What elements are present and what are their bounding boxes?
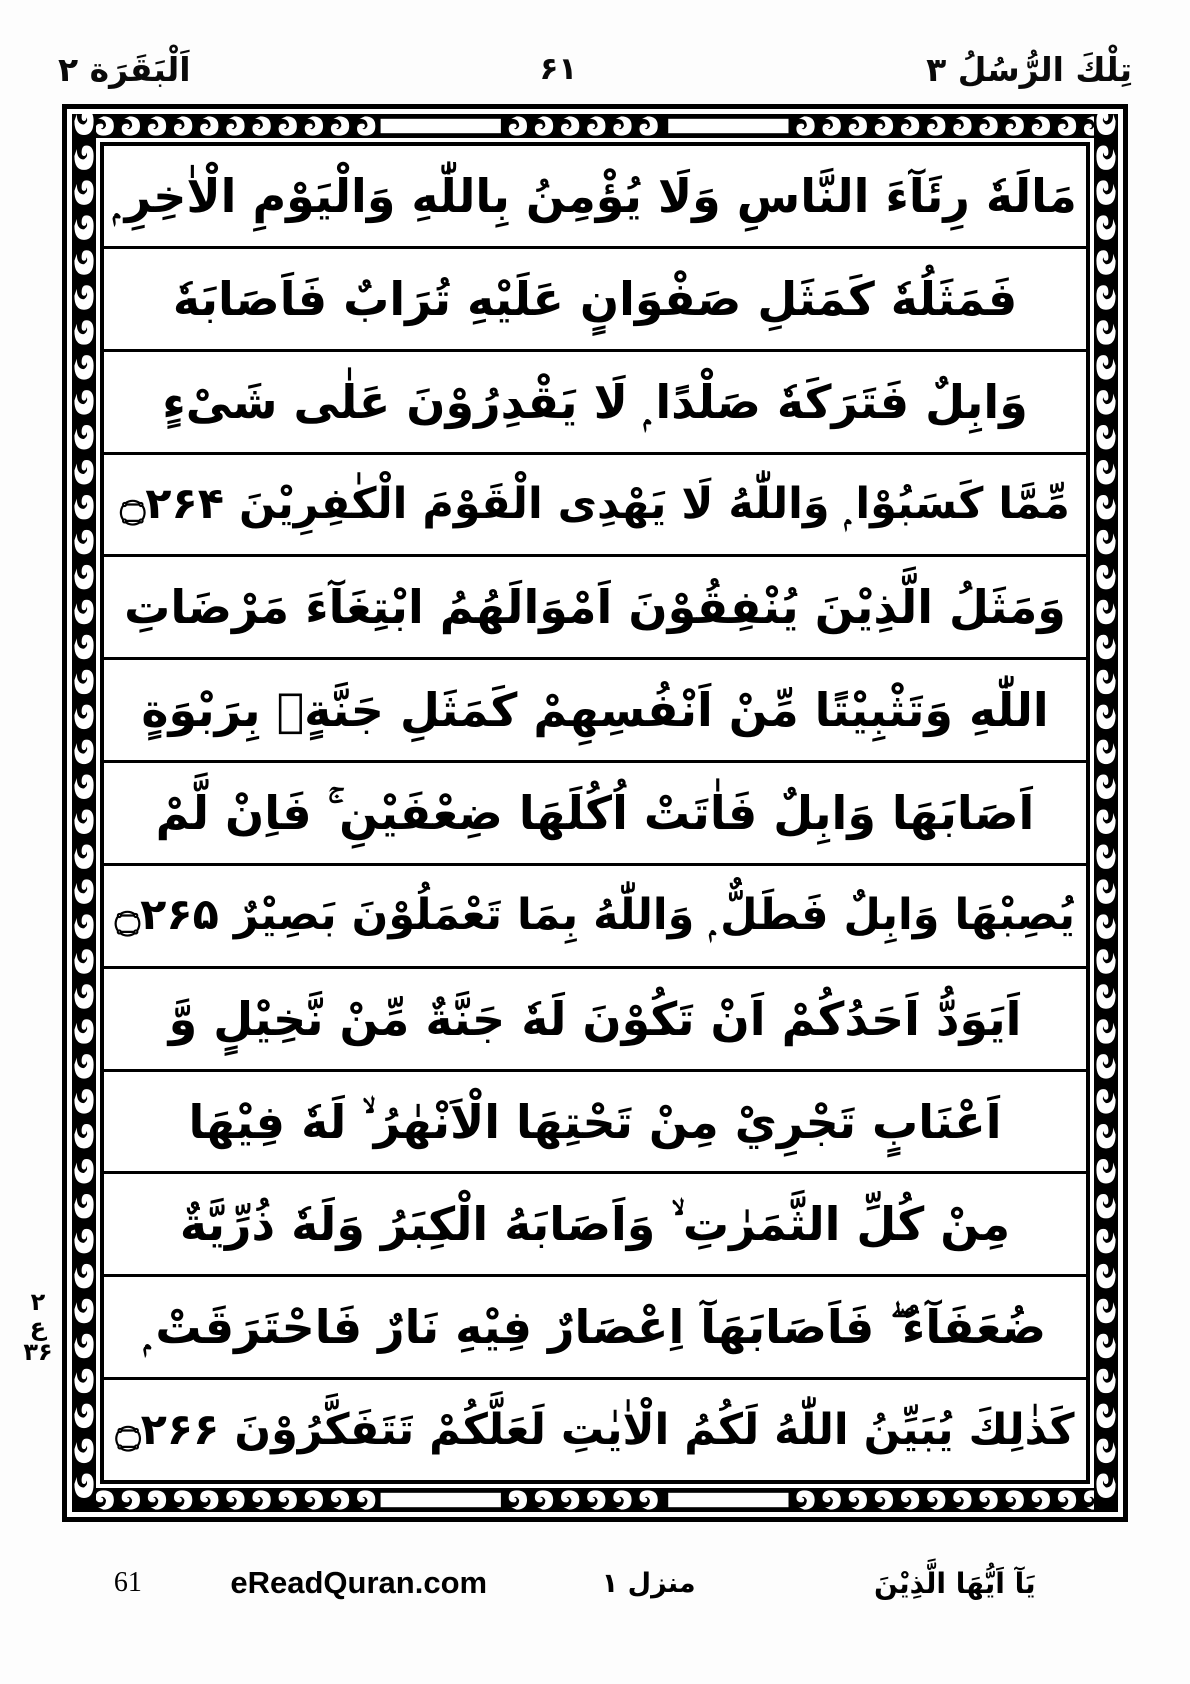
ayah-line[interactable] [104,249,1086,352]
page-header [58,38,1132,100]
ayah-line-text: اَيَوَدُّ اَحَدُكُمْ اَنْ تَكُوْنَ لَهٗ جَنَّةٌ مِّنْ نَّخِيْلٍ وَّ [168,991,1022,1046]
ayah-line[interactable] [104,352,1086,455]
ayah-line-text: اَعْنَابٍ تَجْرِيْ مِنْ تَحْتِهَا الْاَنْهٰرُ ۙ لَهٗ فِيْهَا [188,1094,1002,1149]
ayah-line-text: مَالَهٗ رِئَآءَ النَّاسِ وَلَا يُؤْمِنُ بِاللّٰهِ وَالْيَوْمِ الْاٰخِرِ ۭ [113,168,1077,223]
ayah-line-text: مِنْ كُلِّ الثَّمَرٰتِ ۙ وَاَصَابَهُ الْكِبَرُ وَلَهٗ ذُرِّيَّةٌ [179,1197,1011,1252]
frame-ornament-top [72,114,1118,138]
ayah-line[interactable] [104,1072,1086,1175]
page-footer [58,1548,1132,1618]
header-page-number: ۶۱ [539,50,578,87]
frame-ornament-bottom [72,1488,1118,1512]
footer-manzil: منزل ۱ [601,1567,696,1599]
ayah-line-text: وَابِلٌ فَتَرَكَهٗ صَلْدًا ۭ لَا يَقْدِرُوْنَ عَلٰى شَىْءٍ [162,374,1028,429]
ayah-line[interactable] [104,969,1086,1072]
side-margin-number: ۳۶ [23,1338,53,1367]
ruku-letter-icon: ع [29,1313,47,1342]
ayah-line[interactable] [104,1277,1086,1380]
ayah-line-text: اَصَابَهَا وَابِلٌ فَاٰتَتْ اُكُلَهَا ضِعْفَيْنِ ۚ فَاِنْ لَّمْ [155,785,1035,840]
ayah-line[interactable] [104,146,1086,249]
footer-page-number: 61 [113,1567,142,1598]
surah-title: اَلْبَقَرَة ۲ [58,49,191,89]
ayah-line-text: ضُعَفَآءُ ۖ فَاَصَابَهَآ اِعْصَارٌ فِيْهِ نَارٌ فَاحْتَرَقَتْ ۭ [143,1300,1047,1355]
footer-site-name[interactable]: eReadQuran.com [230,1565,488,1600]
side-margin-mark [18,1290,58,1366]
frame-ornament-left [72,114,96,1512]
ayah-line-text: وَمَثَلُ الَّذِيْنَ يُنْفِقُوْنَ اَمْوَالَهُمُ ابْتِغَآءَ مَرْضَاتِ [124,580,1066,635]
ayah-line-text: مِّمَّا كَسَبُوْا ۭ وَاللّٰهُ لَا يَهْدِى الْقَوْمَ الْكٰفِرِيْنَ ۝۲۶۴ [120,478,1070,529]
ayah-line-text: اللّٰهِ وَتَثْبِيْتًا مِّنْ اَنْفُسِهِمْ كَمَثَلِ جَنَّةٍۭ بِرَبْوَةٍ [141,683,1049,738]
side-margin-manzil-digit: ۲ [30,1288,46,1316]
ayah-line[interactable] [104,1380,1086,1480]
juz-title: تِلْكَ الرُّسُلُ ۳ [926,49,1132,89]
ayah-line[interactable] [104,866,1086,969]
ayah-line[interactable] [104,557,1086,660]
footer-catchword: يَآ اَيُّهَا الَّذِيْنَ [873,1566,1036,1600]
ayah-line-text: فَمَثَلُهٗ كَمَثَلِ صَفْوَانٍ عَلَيْهِ تُرَابٌ فَاَصَابَهٗ [172,271,1018,326]
quran-text-block [100,142,1090,1484]
ayah-line[interactable] [104,455,1086,558]
text-frame [62,104,1128,1522]
ayah-line[interactable] [104,763,1086,866]
frame-ornament-right [1094,114,1118,1512]
ayah-line-text: كَذٰلِكَ يُبَيِّنُ اللّٰهُ لَكُمُ الْاٰيٰتِ لَعَلَّكُمْ تَتَفَكَّرُوْنَ ۝۲۶۶ [115,1404,1075,1455]
ayah-line[interactable] [104,1174,1086,1277]
ayah-line[interactable] [104,660,1086,763]
ayah-line-text: يُصِبْهَا وَابِلٌ فَطَلٌّ ۭ وَاللّٰهُ بِمَا تَعْمَلُوْنَ بَصِيْرٌ ۝۲۶۵ [114,890,1076,941]
